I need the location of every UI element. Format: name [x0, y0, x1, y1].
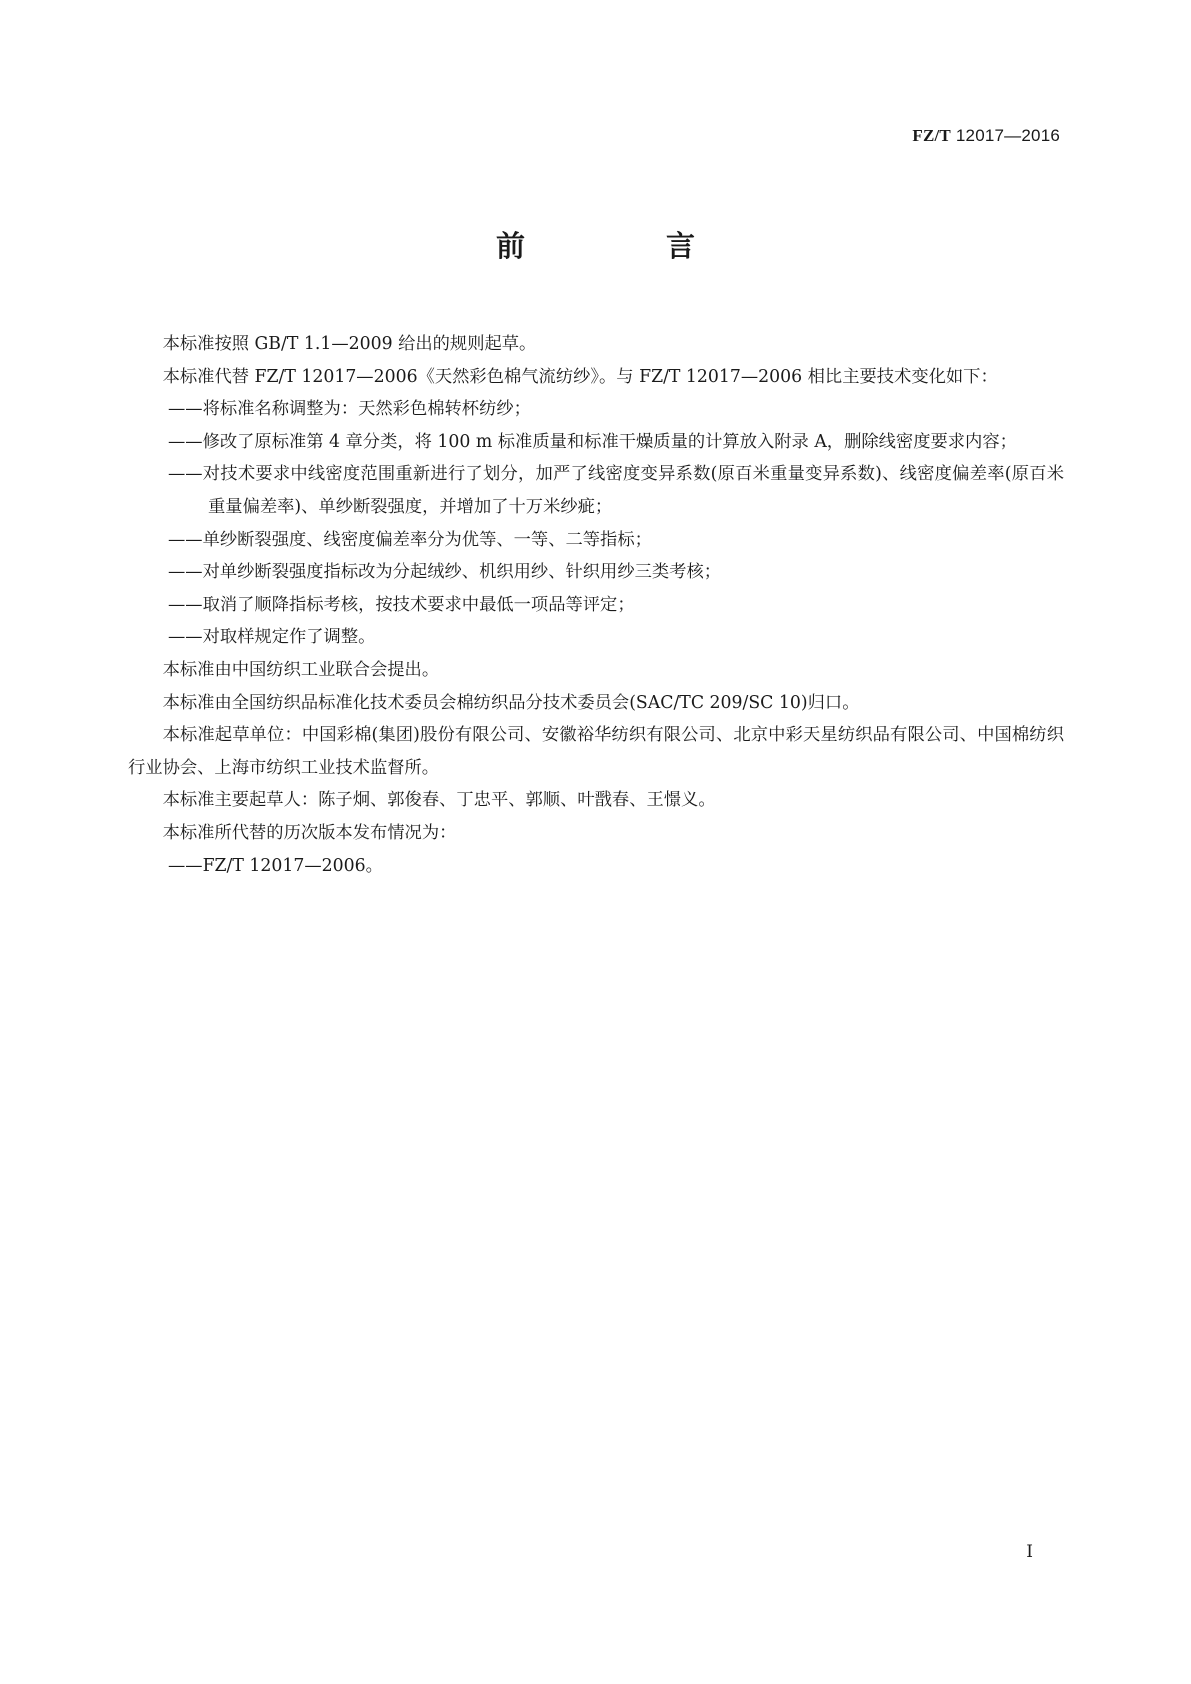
standard-code — [912, 126, 1060, 146]
page-title: 前 言 — [495, 229, 751, 263]
list-item: ——FZ/T 12017—2006。 — [168, 855, 383, 876]
paragraph: 本标准代替 FZ/T 12017—2006《天然彩色棉气流纺纱》。与 FZ/T 12017—2006 相比主要技术变化如下： — [162, 366, 998, 387]
document-body — [128, 328, 1064, 882]
paragraph: 本标准主要起草人：陈子炯、郭俊春、丁忠平、郭顺、叶戬春、王憬义。 — [162, 790, 716, 811]
paragraph: 本标准按照 GB/T 1.1—2009 给出的规则起草。 — [162, 334, 537, 354]
paragraph: 本标准由中国纺织工业联合会提出。 — [162, 659, 440, 680]
list-item: ——修改了原标准第 4 章分类，将 100 m 标准质量和标准干燥质量的计算放入附录 A，删除线密度要求内容； — [168, 431, 1017, 452]
list-item: ——单纱断裂强度、线密度偏差率分为优等、一等、二等指标； — [168, 529, 652, 550]
paragraph: 本标准起草单位：中国彩棉(集团)股份有限公司、安徽裕华纺织有限公司、北京中彩天星纺织品有限公司、中国棉纺织行业协会、上海市纺织工业技术监督所。 — [128, 725, 1064, 778]
list-item: ——对技术要求中线密度范围重新进行了划分，加严了线密度变异系数(原百米重量变异系数)、线密度偏差率(原百米重量偏差率)、单纱断裂强度，并增加了十万米纱疵； — [168, 464, 1064, 517]
standard-code-number: 12017—2016 — [955, 126, 1060, 145]
list-item: ——取消了顺降指标考核，按技术要求中最低一项品等评定； — [168, 594, 635, 615]
standard-code-prefix: FZ/T — [912, 126, 951, 145]
paragraph: 本标准所代替的历次版本发布情况为： — [162, 822, 457, 843]
page-number: I — [1026, 1542, 1033, 1562]
list-item: ——对取样规定作了调整。 — [168, 627, 376, 648]
list-item: ——对单纱断裂强度指标改为分起绒纱、机织用纱、针织用纱三类考核； — [168, 562, 722, 583]
paragraph: 本标准由全国纺织品标准化技术委员会棉纺织品分技术委员会(SAC/TC 209/SC 10)归口。 — [162, 692, 860, 713]
list-item: ——将标准名称调整为：天然彩色棉转杯纺纱； — [168, 399, 531, 420]
